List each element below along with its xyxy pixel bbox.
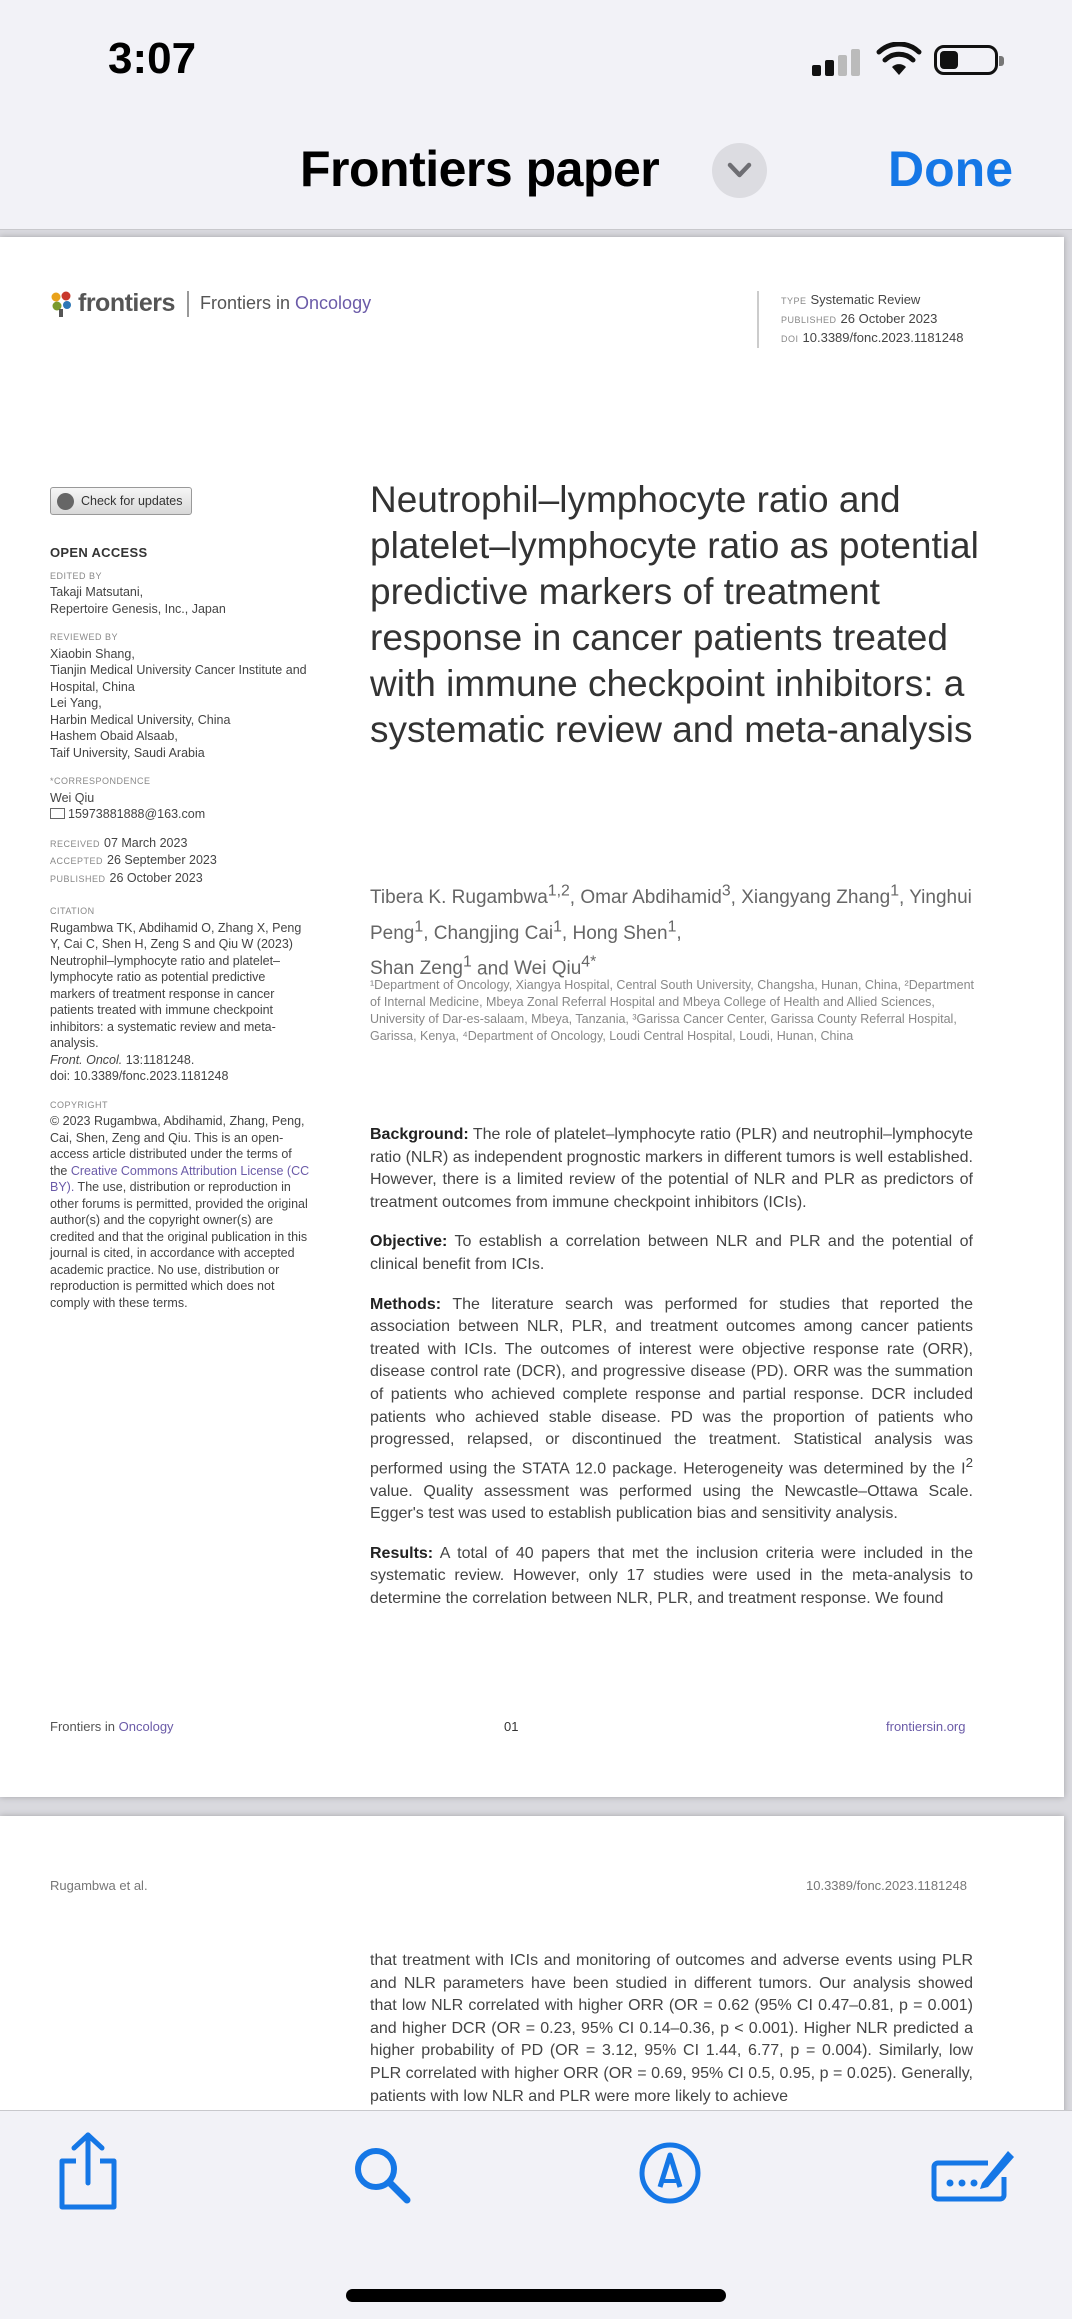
markup-icon (638, 2141, 702, 2205)
search-button[interactable] (352, 2145, 412, 2210)
form-fill-icon (930, 2143, 1016, 2203)
logo-divider (187, 291, 189, 317)
wifi-icon (876, 42, 922, 76)
frontiers-logo-icon (50, 291, 74, 317)
update-icon (57, 493, 74, 510)
markup-button[interactable] (638, 2141, 702, 2210)
open-access-label: OPEN ACCESS (50, 545, 148, 560)
author: Wei Qiu$^{4*}$ (514, 953, 597, 979)
share-icon (52, 2131, 124, 2213)
author: Hong Shen$^1$ (572, 918, 677, 944)
citation: Rugambwa TK, Abdihamid O, Zhang X, Peng Y, Cai C, Shen H, Zeng S and Qiu W (2023) Neutrophil–lymphocyte ratio and platelet–lymphocyte ratio as potential predictive markers of treatment response in cancer patients treated with immune checkpoint inhibitors: a systematic review and meta-analysis. Front. Oncol. 13:1181248. doi: 10.3389/fonc.2023.1181248 (50, 920, 302, 1083)
pdf-page-1[interactable] (0, 237, 1064, 1797)
correspondence-key: *CORRESPONDENCE (50, 776, 151, 786)
article-dates: RECEIVED 07 March 2023 ACCEPTED 26 September 2023 PUBLISHED 26 October 2023 (50, 835, 217, 885)
article-meta: TYPE Systematic Review PUBLISHED 26 October 2023 DOI 10.3389/fonc.2023.1181248 (757, 291, 963, 348)
battery-icon (934, 45, 998, 75)
status-time: 3:07 (108, 34, 197, 83)
page-number: 01 (504, 1719, 519, 1734)
author: Shan Zeng$^1$ (370, 953, 472, 979)
cellular-signal-icon (812, 48, 862, 76)
search-icon (352, 2145, 412, 2205)
bottom-toolbar (0, 2110, 1072, 2319)
logo-text: frontiers (78, 289, 175, 317)
author: Omar Abdihamid$^3$ (580, 883, 731, 909)
footer-journal: Frontiers in Oncology (50, 1719, 174, 1734)
citation-key: CITATION (50, 906, 95, 916)
affiliations: ¹Department of Oncology, Xiangya Hospital, Central South University, Changsha, Hunan, China, ²Department of Internal Medicine, Mbeya Zonal Referral Hospital and Mbeya College of Health and Allied Sciences, University of Dar-es-salaam, Mbeya, Tanzania, ³Garissa Cancer Center, Garissa County Referral Hospital, Garissa, Kenya, ⁴Department of Oncology, Loudi Central Hospital, Loudi, Hunan, China (370, 978, 975, 1043)
doi: 10.3389/fonc.2023.1181248 (802, 330, 964, 345)
author: Changjing Cai$^1$ (433, 918, 562, 944)
edited-by: Takaji Matsutani, Repertoire Genesis, Inc., Japan (50, 585, 226, 616)
home-indicator[interactable] (346, 2289, 726, 2302)
correspondence-email[interactable]: 15973881888@163.com (50, 806, 310, 823)
title-menu-button[interactable] (712, 143, 767, 198)
author-list: Tibera K. Rugambwa$^{1,2}$, Omar Abdihamid$^3$, Xiangyang Zhang$^1$, Yinghui Peng$^1$, Changjing Cai$^1$, Hong Shen$^1$, Shan Zeng$^1$ and Wei Qiu$^{4*}$ (370, 883, 972, 979)
article-type: Systematic Review (810, 292, 921, 307)
footer-site-link[interactable]: frontiersin.org (886, 1719, 966, 1734)
edited-by-key: EDITED BY (50, 570, 103, 581)
article-sidebar (50, 487, 310, 1311)
author: Tibera K. Rugambwa$^{1,2}$ (370, 883, 570, 909)
abstract-objective: Objective: To establish a correlation between NLR and PLR and the potential of clinical benefit from ICIs. (370, 1233, 973, 1273)
abstract (370, 1124, 973, 1628)
abstract-results: Results: A total of 40 papers that met the inclusion criteria were included in the systematic review. However, only 17 studies were used in the meta-analysis to determine the correlation between NLR, PLR, and treatment response. We found (370, 1544, 973, 1608)
reviewed-by-key: REVIEWED BY (50, 632, 119, 642)
top-bar (0, 0, 1072, 230)
article-title: Neutrophil–lymphocyte ratio and platelet–lymphocyte ratio as potential predictive markers of treatment response in cancer patients treated with immune checkpoint inhibitors: a systematic review and meta-analysis (370, 479, 979, 750)
page2-body-text: that treatment with ICIs and monitoring of outcomes and adverse events using PLR and NLR parameters have been studied in different tumors. Our analysis showed that low NLR correlated with higher ORR (OR = 0.62 (95% CI 0.47–0.81, p = 0.001) and higher DCR (OR = 0.23, 95% CI 0.14–0.36, p < 0.001). Higher NLR predicted a higher probability of PD (OR = 3.12, 95% CI 1.44, 6.77, p = 0.004). Similarly, low PLR correlated with higher ORR (OR = 0.69, 95% CI 0.5, 0.95, p = 0.025). Generally, patients with low NLR and PLR were more likely to achieve (370, 1952, 973, 2105)
correspondence-name: Wei Qiu (50, 790, 95, 805)
running-header-authors: Rugambwa et al. (50, 1878, 148, 1893)
check-for-updates-badge[interactable]: Check for updates (50, 487, 192, 515)
author: Xiangyang Zhang$^1$ (741, 883, 899, 909)
copyright-key: COPYRIGHT (50, 1099, 109, 1110)
author: Yinghui Peng$^1$ (370, 887, 972, 944)
share-button[interactable] (52, 2131, 124, 2218)
chevron-down-icon (726, 159, 753, 183)
abstract-methods: Methods: The literature search was performed for studies that reported the association between NLR, PLR, and treatment outcomes among cancer patients treated with ICIs. The outcomes of interest were objective response rate (ORR), disease control rate (DCR), and progressive disease (PD). ORR was the summation of patients who achieved complete response and partial response. DCR included patients who achieved stable disease. PD was the proportion of patients who progressed, relapsed, or discontinued the treatment. Statistical analysis was performed using the STATA 12.0 package. Heterogeneity was determined by the $I^2$ value. Quality assessment was performed using the Newcastle–Ottawa Scale. Egger's test was used to establish publication bias and sensitivity analysis. (370, 1295, 973, 1523)
done-button[interactable]: Done (888, 141, 1013, 197)
abstract-background: Background: The role of platelet–lymphocyte ratio (PLR) and neutrophil–lymphocyte ratio (NLR) as independent prognostic markers in different tumors is well established. However, there is a limited review of the potential of NLR and PLR as predictors of treatment outcomes from immune checkpoint inhibitors (ICIs). (370, 1126, 973, 1211)
reviewed-by: Xiaobin Shang, Tianjin Medical University Cancer Institute and Hospital, China Lei Yang, Harbin Medical University, China Hashem Obaid Alsaab, Taif University, Saudi Arabia (50, 646, 307, 760)
mail-icon (50, 808, 65, 819)
published-date: 26 October 2023 (840, 311, 938, 326)
license-link[interactable]: Creative Commons Attribution License (CC BY). (50, 1163, 310, 1194)
document-title[interactable]: Frontiers paper (300, 141, 660, 197)
journal-name: Frontiers in Oncology (200, 293, 372, 313)
running-header-doi: 10.3389/fonc.2023.1181248 (806, 1878, 967, 1893)
form-fill-button[interactable] (930, 2143, 1016, 2208)
copyright: © 2023 Rugambwa, Abdihamid, Zhang, Peng, Cai, Shen, Zeng and Qiu. This is an open-access article distributed under the terms of the Creative Commons Attribution License (CC BY). The use, distribution or reproduction in other forums is permitted, provided the original author(s) and the copyright owner(s) are credited and that the original publication in this journal is cited, in accordance with accepted academic practice. No use, distribution or reproduction is permitted which does not comply with these terms. (50, 1114, 310, 1310)
